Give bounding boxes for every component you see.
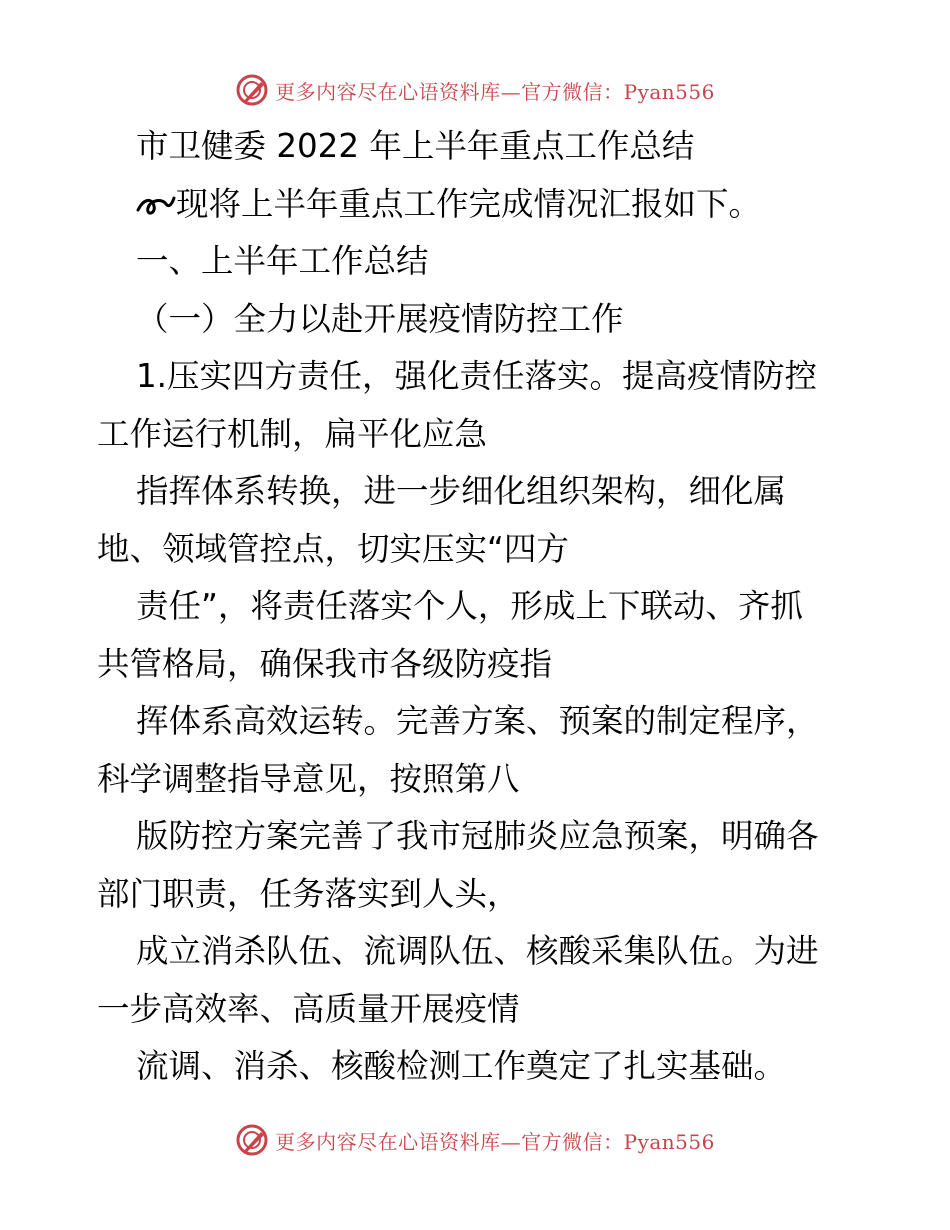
paragraph-line: 版防控方案完善了我市冠肺炎应急预案，明确各 — [136, 817, 819, 855]
paragraph-line — [97, 176, 857, 234]
paragraph-line: 挥体系高效运转。完善方案、预案的制定程序， — [136, 702, 819, 740]
watermark-text: 更多内容尽在心语资料库—官方微信：Pyan556 — [275, 79, 715, 104]
watermark-text: 更多内容尽在心语资料库—官方微信：Pyan556 — [275, 1129, 715, 1154]
section-heading: 一、上半年工作总结 — [136, 242, 429, 280]
paragraph-line: 共管格局，确保我市各级防疫指 — [97, 644, 553, 683]
document-body — [97, 118, 857, 1096]
paragraph-line: 工作运行机制，扁平化应急 — [97, 414, 488, 453]
pen-logo-icon — [235, 1123, 269, 1157]
paragraph-line: 流调、消杀、核酸检测工作奠定了扎实基础。 — [136, 1047, 787, 1085]
paragraph-text: 现将上半年重点工作完成情况汇报如下。 — [176, 184, 762, 223]
swash-ornament-icon — [136, 192, 176, 218]
paragraph-line: 科学调整指导意见，按照第八 — [97, 759, 520, 798]
watermark-banner-top — [0, 70, 950, 110]
document-title: 市卫健委 2022 年上半年重点工作总结 — [136, 127, 695, 165]
paragraph-line: 责任”，将责任落实个人，形成上下联动、齐抓 — [136, 587, 803, 625]
paragraph-line: 一步高效率、高质量开展疫情 — [97, 989, 520, 1028]
paragraph-line: 地、领域管控点，切实压实“四方 — [97, 529, 569, 568]
paragraph-line: 指挥体系转换，进一步细化组织架构，细化属 — [136, 472, 787, 510]
paragraph-line: 成立消杀队伍、流调队伍、核酸采集队伍。为进 — [136, 932, 819, 970]
paragraph-line: 1.压实四方责任，强化责任落实。提高疫情防控 — [136, 357, 818, 395]
subsection-heading: （一）全力以赴开展疫情防控工作 — [136, 299, 624, 338]
paragraph-line: 部门职责，任务落实到人头， — [97, 874, 520, 913]
watermark-banner-bottom — [0, 1120, 950, 1160]
pen-logo-icon — [235, 73, 269, 107]
